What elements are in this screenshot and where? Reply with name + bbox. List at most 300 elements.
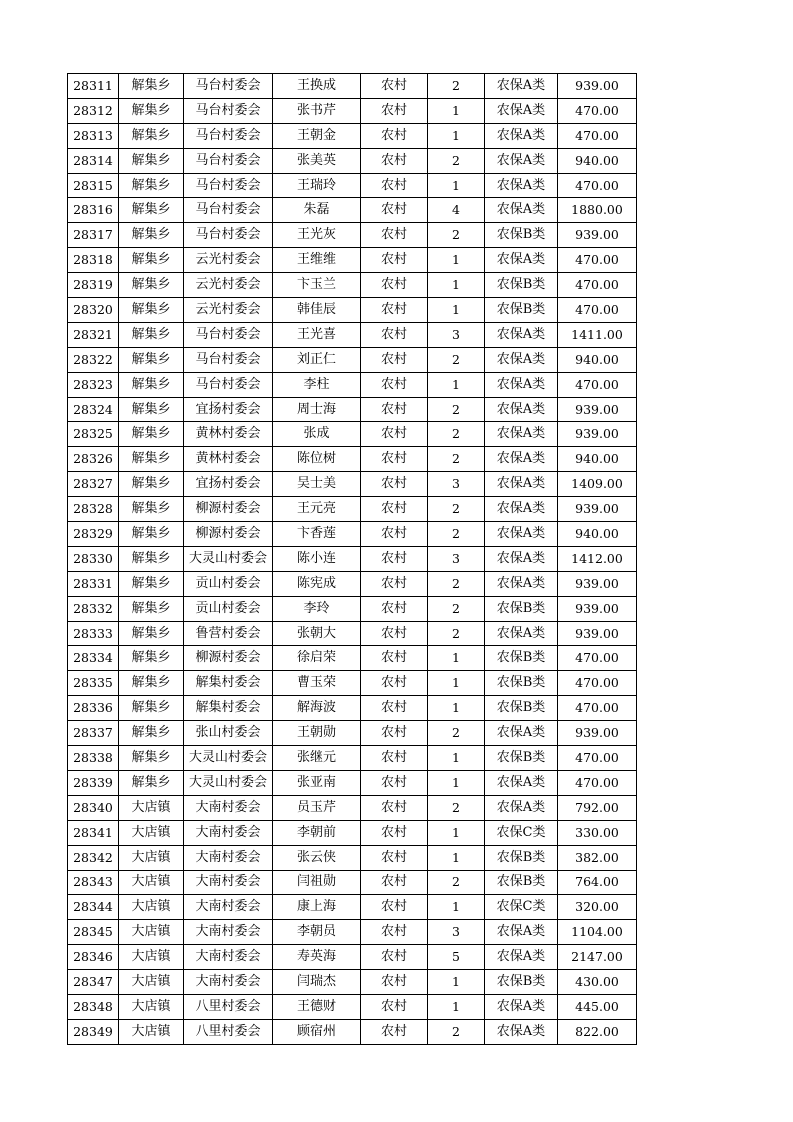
amount-cell: 470.00 (558, 770, 637, 795)
table-row (68, 522, 637, 547)
amount-cell: 470.00 (558, 646, 637, 671)
village-cell: 宜扬村委会 (184, 397, 273, 422)
household-size-cell: 2 (428, 74, 485, 99)
record-id-cell: 28332 (68, 596, 119, 621)
insurance-class-cell: 农保B类 (485, 646, 558, 671)
area-type-cell: 农村 (361, 895, 428, 920)
township-cell: 解集乡 (119, 347, 184, 372)
township-cell: 解集乡 (119, 273, 184, 298)
record-id-cell: 28345 (68, 920, 119, 945)
insurance-class-cell: 农保A类 (485, 322, 558, 347)
table-row (68, 322, 637, 347)
village-cell: 马台村委会 (184, 148, 273, 173)
township-cell: 解集乡 (119, 646, 184, 671)
record-id-cell: 28330 (68, 546, 119, 571)
name-cell: 刘正仁 (273, 347, 361, 372)
area-type-cell: 农村 (361, 372, 428, 397)
amount-cell: 939.00 (558, 397, 637, 422)
amount-cell: 470.00 (558, 273, 637, 298)
area-type-cell: 农村 (361, 347, 428, 372)
household-size-cell: 1 (428, 746, 485, 771)
township-cell: 解集乡 (119, 123, 184, 148)
name-cell: 解海波 (273, 696, 361, 721)
record-id-cell: 28337 (68, 721, 119, 746)
record-id-cell: 28340 (68, 795, 119, 820)
name-cell: 王光灰 (273, 223, 361, 248)
amount-cell: 822.00 (558, 1019, 637, 1044)
insurance-class-cell: 农保A类 (485, 372, 558, 397)
village-cell: 马台村委会 (184, 74, 273, 99)
table-row (68, 571, 637, 596)
name-cell: 张书芹 (273, 98, 361, 123)
name-cell: 王朝金 (273, 123, 361, 148)
village-cell: 大灵山村委会 (184, 770, 273, 795)
village-cell: 大灵山村委会 (184, 746, 273, 771)
village-cell: 大南村委会 (184, 795, 273, 820)
table-row (68, 472, 637, 497)
record-id-cell: 28328 (68, 497, 119, 522)
village-cell: 大南村委会 (184, 870, 273, 895)
record-id-cell: 28317 (68, 223, 119, 248)
name-cell: 王元亮 (273, 497, 361, 522)
township-cell: 解集乡 (119, 447, 184, 472)
household-size-cell: 1 (428, 98, 485, 123)
table-row (68, 920, 637, 945)
table-row (68, 895, 637, 920)
name-cell: 徐启荣 (273, 646, 361, 671)
household-size-cell: 2 (428, 621, 485, 646)
table-row (68, 596, 637, 621)
amount-cell: 470.00 (558, 671, 637, 696)
table-row (68, 248, 637, 273)
household-size-cell: 3 (428, 322, 485, 347)
name-cell: 周士海 (273, 397, 361, 422)
insurance-class-cell: 农保A类 (485, 945, 558, 970)
record-id-cell: 28314 (68, 148, 119, 173)
amount-cell: 470.00 (558, 372, 637, 397)
amount-cell: 1880.00 (558, 198, 637, 223)
amount-cell: 1104.00 (558, 920, 637, 945)
insurance-class-cell: 农保A类 (485, 123, 558, 148)
township-cell: 解集乡 (119, 74, 184, 99)
village-cell: 马台村委会 (184, 372, 273, 397)
amount-cell: 1411.00 (558, 322, 637, 347)
table-row (68, 298, 637, 323)
area-type-cell: 农村 (361, 198, 428, 223)
village-cell: 黄林村委会 (184, 447, 273, 472)
name-cell: 王德财 (273, 994, 361, 1019)
record-id-cell: 28344 (68, 895, 119, 920)
village-cell: 大南村委会 (184, 970, 273, 995)
table-row (68, 546, 637, 571)
table-row (68, 397, 637, 422)
insurance-class-cell: 农保C类 (485, 895, 558, 920)
name-cell: 张继元 (273, 746, 361, 771)
household-size-cell: 1 (428, 970, 485, 995)
amount-cell: 430.00 (558, 970, 637, 995)
table-row (68, 820, 637, 845)
data-table (67, 73, 637, 1045)
name-cell: 陈位树 (273, 447, 361, 472)
amount-cell: 1412.00 (558, 546, 637, 571)
area-type-cell: 农村 (361, 596, 428, 621)
insurance-class-cell: 农保B类 (485, 870, 558, 895)
name-cell: 韩佳辰 (273, 298, 361, 323)
record-id-cell: 28331 (68, 571, 119, 596)
township-cell: 解集乡 (119, 372, 184, 397)
household-size-cell: 4 (428, 198, 485, 223)
name-cell: 卞玉兰 (273, 273, 361, 298)
amount-cell: 470.00 (558, 98, 637, 123)
record-id-cell: 28311 (68, 74, 119, 99)
amount-cell: 445.00 (558, 994, 637, 1019)
household-size-cell: 1 (428, 895, 485, 920)
amount-cell: 470.00 (558, 123, 637, 148)
household-size-cell: 2 (428, 497, 485, 522)
township-cell: 解集乡 (119, 522, 184, 547)
table-row (68, 123, 637, 148)
table-row (68, 845, 637, 870)
household-size-cell: 5 (428, 945, 485, 970)
township-cell: 解集乡 (119, 223, 184, 248)
township-cell: 解集乡 (119, 497, 184, 522)
household-size-cell: 1 (428, 696, 485, 721)
insurance-class-cell: 农保A类 (485, 621, 558, 646)
insurance-class-cell: 农保A类 (485, 173, 558, 198)
village-cell: 宜扬村委会 (184, 472, 273, 497)
household-size-cell: 1 (428, 298, 485, 323)
area-type-cell: 农村 (361, 770, 428, 795)
household-size-cell: 1 (428, 994, 485, 1019)
record-id-cell: 28319 (68, 273, 119, 298)
name-cell: 寿英海 (273, 945, 361, 970)
village-cell: 贡山村委会 (184, 571, 273, 596)
area-type-cell: 农村 (361, 422, 428, 447)
table-row (68, 1019, 637, 1044)
village-cell: 云光村委会 (184, 273, 273, 298)
insurance-class-cell: 农保B类 (485, 298, 558, 323)
table-row (68, 746, 637, 771)
village-cell: 云光村委会 (184, 248, 273, 273)
amount-cell: 940.00 (558, 148, 637, 173)
village-cell: 大灵山村委会 (184, 546, 273, 571)
township-cell: 解集乡 (119, 173, 184, 198)
table-row (68, 870, 637, 895)
name-cell: 张亚南 (273, 770, 361, 795)
insurance-class-cell: 农保B类 (485, 696, 558, 721)
amount-cell: 940.00 (558, 347, 637, 372)
record-id-cell: 28313 (68, 123, 119, 148)
area-type-cell: 农村 (361, 522, 428, 547)
household-size-cell: 1 (428, 671, 485, 696)
area-type-cell: 农村 (361, 646, 428, 671)
village-cell: 马台村委会 (184, 173, 273, 198)
village-cell: 马台村委会 (184, 347, 273, 372)
township-cell: 解集乡 (119, 198, 184, 223)
village-cell: 八里村委会 (184, 994, 273, 1019)
household-size-cell: 2 (428, 721, 485, 746)
household-size-cell: 1 (428, 820, 485, 845)
village-cell: 云光村委会 (184, 298, 273, 323)
amount-cell: 2147.00 (558, 945, 637, 970)
table-row (68, 671, 637, 696)
table-row (68, 646, 637, 671)
name-cell: 曹玉荣 (273, 671, 361, 696)
area-type-cell: 农村 (361, 248, 428, 273)
household-size-cell: 2 (428, 571, 485, 596)
village-cell: 八里村委会 (184, 1019, 273, 1044)
name-cell: 王瑞玲 (273, 173, 361, 198)
household-size-cell: 2 (428, 148, 485, 173)
village-cell: 解集村委会 (184, 696, 273, 721)
record-id-cell: 28329 (68, 522, 119, 547)
record-id-cell: 28347 (68, 970, 119, 995)
household-size-cell: 1 (428, 770, 485, 795)
table-row (68, 347, 637, 372)
name-cell: 王维维 (273, 248, 361, 273)
insurance-class-cell: 农保A类 (485, 198, 558, 223)
name-cell: 卞香莲 (273, 522, 361, 547)
insurance-class-cell: 农保A类 (485, 422, 558, 447)
village-cell: 马台村委会 (184, 123, 273, 148)
area-type-cell: 农村 (361, 123, 428, 148)
amount-cell: 382.00 (558, 845, 637, 870)
record-id-cell: 28341 (68, 820, 119, 845)
insurance-class-cell: 农保A类 (485, 497, 558, 522)
amount-cell: 939.00 (558, 497, 637, 522)
record-id-cell: 28338 (68, 746, 119, 771)
insurance-class-cell: 农保A类 (485, 472, 558, 497)
household-size-cell: 1 (428, 173, 485, 198)
area-type-cell: 农村 (361, 322, 428, 347)
township-cell: 解集乡 (119, 422, 184, 447)
amount-cell: 939.00 (558, 621, 637, 646)
township-cell: 解集乡 (119, 148, 184, 173)
record-id-cell: 28339 (68, 770, 119, 795)
record-id-cell: 28326 (68, 447, 119, 472)
table-body (68, 74, 637, 1045)
village-cell: 马台村委会 (184, 223, 273, 248)
village-cell: 柳源村委会 (184, 497, 273, 522)
township-cell: 解集乡 (119, 248, 184, 273)
insurance-class-cell: 农保A类 (485, 721, 558, 746)
amount-cell: 470.00 (558, 298, 637, 323)
area-type-cell: 农村 (361, 1019, 428, 1044)
township-cell: 解集乡 (119, 721, 184, 746)
table-row (68, 795, 637, 820)
name-cell: 朱磊 (273, 198, 361, 223)
area-type-cell: 农村 (361, 74, 428, 99)
area-type-cell: 农村 (361, 671, 428, 696)
table-row (68, 497, 637, 522)
name-cell: 李玲 (273, 596, 361, 621)
area-type-cell: 农村 (361, 870, 428, 895)
township-cell: 解集乡 (119, 770, 184, 795)
name-cell: 闫瑞杰 (273, 970, 361, 995)
township-cell: 解集乡 (119, 98, 184, 123)
name-cell: 闫祖勋 (273, 870, 361, 895)
record-id-cell: 28348 (68, 994, 119, 1019)
record-id-cell: 28322 (68, 347, 119, 372)
township-cell: 大店镇 (119, 970, 184, 995)
household-size-cell: 3 (428, 920, 485, 945)
village-cell: 柳源村委会 (184, 646, 273, 671)
amount-cell: 939.00 (558, 596, 637, 621)
household-size-cell: 2 (428, 422, 485, 447)
amount-cell: 470.00 (558, 248, 637, 273)
amount-cell: 939.00 (558, 74, 637, 99)
household-size-cell: 1 (428, 372, 485, 397)
name-cell: 王朝勋 (273, 721, 361, 746)
name-cell: 李柱 (273, 372, 361, 397)
table-row (68, 422, 637, 447)
household-size-cell: 2 (428, 795, 485, 820)
area-type-cell: 农村 (361, 447, 428, 472)
household-size-cell: 2 (428, 522, 485, 547)
village-cell: 马台村委会 (184, 322, 273, 347)
area-type-cell: 农村 (361, 945, 428, 970)
name-cell: 员玉芹 (273, 795, 361, 820)
area-type-cell: 农村 (361, 970, 428, 995)
insurance-class-cell: 农保A类 (485, 920, 558, 945)
area-type-cell: 农村 (361, 546, 428, 571)
village-cell: 解集村委会 (184, 671, 273, 696)
township-cell: 大店镇 (119, 1019, 184, 1044)
township-cell: 大店镇 (119, 895, 184, 920)
insurance-class-cell: 农保A类 (485, 1019, 558, 1044)
insurance-class-cell: 农保B类 (485, 746, 558, 771)
insurance-class-cell: 农保A类 (485, 522, 558, 547)
table-row (68, 223, 637, 248)
area-type-cell: 农村 (361, 845, 428, 870)
insurance-class-cell: 农保A类 (485, 795, 558, 820)
household-size-cell: 1 (428, 123, 485, 148)
area-type-cell: 农村 (361, 621, 428, 646)
household-size-cell: 2 (428, 223, 485, 248)
amount-cell: 330.00 (558, 820, 637, 845)
township-cell: 大店镇 (119, 795, 184, 820)
amount-cell: 470.00 (558, 696, 637, 721)
household-size-cell: 3 (428, 472, 485, 497)
household-size-cell: 3 (428, 546, 485, 571)
household-size-cell: 2 (428, 596, 485, 621)
table-row (68, 447, 637, 472)
area-type-cell: 农村 (361, 994, 428, 1019)
area-type-cell: 农村 (361, 223, 428, 248)
amount-cell: 320.00 (558, 895, 637, 920)
record-id-cell: 28323 (68, 372, 119, 397)
name-cell: 张云侠 (273, 845, 361, 870)
insurance-class-cell: 农保B类 (485, 596, 558, 621)
name-cell: 张成 (273, 422, 361, 447)
amount-cell: 939.00 (558, 422, 637, 447)
village-cell: 马台村委会 (184, 198, 273, 223)
township-cell: 解集乡 (119, 472, 184, 497)
insurance-class-cell: 农保B类 (485, 845, 558, 870)
amount-cell: 939.00 (558, 223, 637, 248)
table-row (68, 770, 637, 795)
area-type-cell: 农村 (361, 397, 428, 422)
amount-cell: 1409.00 (558, 472, 637, 497)
insurance-class-cell: 农保A类 (485, 994, 558, 1019)
insurance-class-cell: 农保A类 (485, 770, 558, 795)
township-cell: 解集乡 (119, 746, 184, 771)
insurance-class-cell: 农保B类 (485, 223, 558, 248)
amount-cell: 939.00 (558, 571, 637, 596)
township-cell: 大店镇 (119, 994, 184, 1019)
name-cell: 张美英 (273, 148, 361, 173)
household-size-cell: 2 (428, 447, 485, 472)
village-cell: 黄林村委会 (184, 422, 273, 447)
table-row (68, 273, 637, 298)
record-id-cell: 28325 (68, 422, 119, 447)
household-size-cell: 1 (428, 845, 485, 870)
record-id-cell: 28342 (68, 845, 119, 870)
table-row (68, 970, 637, 995)
township-cell: 解集乡 (119, 571, 184, 596)
township-cell: 解集乡 (119, 696, 184, 721)
area-type-cell: 农村 (361, 696, 428, 721)
township-cell: 大店镇 (119, 920, 184, 945)
village-cell: 柳源村委会 (184, 522, 273, 547)
insurance-class-cell: 农保B类 (485, 273, 558, 298)
township-cell: 解集乡 (119, 671, 184, 696)
table-row (68, 621, 637, 646)
household-size-cell: 2 (428, 1019, 485, 1044)
name-cell: 顾宿州 (273, 1019, 361, 1044)
area-type-cell: 农村 (361, 472, 428, 497)
record-id-cell: 28324 (68, 397, 119, 422)
record-id-cell: 28346 (68, 945, 119, 970)
area-type-cell: 农村 (361, 721, 428, 746)
village-cell: 大南村委会 (184, 920, 273, 945)
village-cell: 张山村委会 (184, 721, 273, 746)
record-id-cell: 28334 (68, 646, 119, 671)
name-cell: 王光喜 (273, 322, 361, 347)
name-cell: 李朝前 (273, 820, 361, 845)
amount-cell: 940.00 (558, 522, 637, 547)
table-row (68, 994, 637, 1019)
area-type-cell: 农村 (361, 571, 428, 596)
insurance-class-cell: 农保A类 (485, 248, 558, 273)
village-cell: 大南村委会 (184, 895, 273, 920)
table-row (68, 945, 637, 970)
record-id-cell: 28333 (68, 621, 119, 646)
record-id-cell: 28320 (68, 298, 119, 323)
village-cell: 大南村委会 (184, 945, 273, 970)
household-size-cell: 2 (428, 347, 485, 372)
township-cell: 解集乡 (119, 298, 184, 323)
insurance-class-cell: 农保A类 (485, 546, 558, 571)
table-row (68, 372, 637, 397)
insurance-class-cell: 农保A类 (485, 74, 558, 99)
insurance-class-cell: 农保A类 (485, 571, 558, 596)
insurance-class-cell: 农保A类 (485, 148, 558, 173)
record-id-cell: 28349 (68, 1019, 119, 1044)
record-id-cell: 28321 (68, 322, 119, 347)
household-size-cell: 2 (428, 397, 485, 422)
name-cell: 王换成 (273, 74, 361, 99)
household-size-cell: 2 (428, 870, 485, 895)
area-type-cell: 农村 (361, 273, 428, 298)
name-cell: 张朝大 (273, 621, 361, 646)
insurance-class-cell: 农保C类 (485, 820, 558, 845)
township-cell: 解集乡 (119, 546, 184, 571)
amount-cell: 470.00 (558, 173, 637, 198)
household-size-cell: 1 (428, 646, 485, 671)
amount-cell: 939.00 (558, 721, 637, 746)
area-type-cell: 农村 (361, 298, 428, 323)
